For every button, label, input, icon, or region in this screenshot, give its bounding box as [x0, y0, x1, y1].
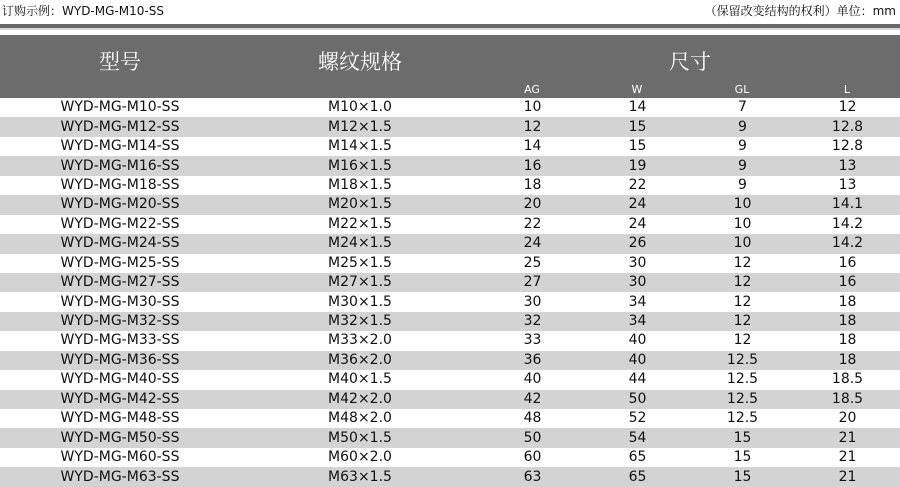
cell-ag: 60: [480, 448, 585, 467]
cell-ag: 12: [480, 117, 585, 136]
unit-note-text: （保留改变结构的权利）单位：mm: [704, 4, 896, 18]
table-row: [0, 390, 900, 409]
cell-w: 19: [585, 156, 690, 175]
cell-model: WYD-MG-M12-SS: [0, 117, 240, 136]
cell-thread: M33×2.0: [240, 331, 480, 350]
cell-thread: M12×1.5: [240, 117, 480, 136]
cell-gl: 9: [690, 117, 795, 136]
cell-ag: 32: [480, 312, 585, 331]
cell-ag: 40: [480, 370, 585, 389]
cell-gl: 15: [690, 428, 795, 447]
cell-ag: 48: [480, 409, 585, 428]
cell-thread: M60×2.0: [240, 448, 480, 467]
table-row: [0, 195, 900, 214]
table-row: [0, 254, 900, 273]
cell-thread: M40×1.5: [240, 370, 480, 389]
cell-gl: 12: [690, 331, 795, 350]
table-row: [0, 428, 900, 447]
cell-w: 65: [585, 467, 690, 486]
cell-model: WYD-MG-M32-SS: [0, 312, 240, 331]
cell-thread: M16×1.5: [240, 156, 480, 175]
cell-w: 22: [585, 176, 690, 195]
cell-gl: 9: [690, 156, 795, 175]
cell-model: WYD-MG-M50-SS: [0, 428, 240, 447]
cell-w: 34: [585, 292, 690, 311]
cell-w: 15: [585, 117, 690, 136]
cell-l: 18: [795, 292, 900, 311]
cell-w: 54: [585, 428, 690, 447]
cell-gl: 12.5: [690, 390, 795, 409]
cell-l: 13: [795, 176, 900, 195]
cell-gl: 15: [690, 467, 795, 486]
cell-gl: 15: [690, 448, 795, 467]
table-row: [0, 215, 900, 234]
table-row: [0, 351, 900, 370]
cell-ag: 63: [480, 467, 585, 486]
cell-thread: M30×1.5: [240, 292, 480, 311]
table-row: [0, 176, 900, 195]
cell-l: 14.1: [795, 195, 900, 214]
cell-model: WYD-MG-M22-SS: [0, 215, 240, 234]
cell-model: WYD-MG-M25-SS: [0, 254, 240, 273]
table-row: [0, 467, 900, 486]
cell-l: 20: [795, 409, 900, 428]
cell-w: 30: [585, 254, 690, 273]
cell-thread: M20×1.5: [240, 195, 480, 214]
table-row: [0, 234, 900, 253]
cell-model: WYD-MG-M36-SS: [0, 351, 240, 370]
cell-l: 18.5: [795, 390, 900, 409]
cell-ag: 25: [480, 254, 585, 273]
cell-ag: 24: [480, 234, 585, 253]
table-header: [0, 35, 900, 98]
cell-l: 16: [795, 273, 900, 292]
table-row: [0, 273, 900, 292]
table-row: [0, 117, 900, 136]
cell-model: WYD-MG-M63-SS: [0, 467, 240, 486]
cell-w: 26: [585, 234, 690, 253]
cell-thread: M14×1.5: [240, 137, 480, 156]
cell-w: 30: [585, 273, 690, 292]
cell-w: 65: [585, 448, 690, 467]
cell-l: 14.2: [795, 234, 900, 253]
table-row: [0, 98, 900, 117]
cell-l: 18: [795, 312, 900, 331]
cell-thread: M42×2.0: [240, 390, 480, 409]
cell-ag: 20: [480, 195, 585, 214]
header-gl: GL: [734, 83, 750, 96]
cell-w: 40: [585, 331, 690, 350]
header-thread-spec: 螺纹规格: [318, 50, 402, 74]
cell-thread: M22×1.5: [240, 215, 480, 234]
cell-model: WYD-MG-M40-SS: [0, 370, 240, 389]
cell-model: WYD-MG-M18-SS: [0, 176, 240, 195]
cell-l: 18.5: [795, 370, 900, 389]
cell-gl: 7: [690, 98, 795, 117]
spec-table: [0, 98, 900, 487]
top-bar: [0, 0, 900, 22]
cell-thread: M50×1.5: [240, 428, 480, 447]
cell-model: WYD-MG-M42-SS: [0, 390, 240, 409]
table-row: [0, 312, 900, 331]
cell-l: 21: [795, 448, 900, 467]
cell-w: 50: [585, 390, 690, 409]
cell-ag: 33: [480, 331, 585, 350]
cell-gl: 12: [690, 273, 795, 292]
cell-ag: 30: [480, 292, 585, 311]
cell-ag: 50: [480, 428, 585, 447]
cell-model: WYD-MG-M60-SS: [0, 448, 240, 467]
header-dimensions: 尺寸: [669, 50, 711, 74]
cell-ag: 16: [480, 156, 585, 175]
table-row: [0, 409, 900, 428]
cell-l: 18: [795, 331, 900, 350]
cell-model: WYD-MG-M30-SS: [0, 292, 240, 311]
cell-w: 34: [585, 312, 690, 331]
table-row: [0, 156, 900, 175]
cell-ag: 14: [480, 137, 585, 156]
cell-gl: 10: [690, 195, 795, 214]
cell-l: 21: [795, 467, 900, 486]
cell-gl: 12.5: [690, 351, 795, 370]
table-row: [0, 137, 900, 156]
cell-thread: M10×1.0: [240, 98, 480, 117]
table-row: [0, 331, 900, 350]
header-model: 型号: [99, 50, 141, 74]
cell-model: WYD-MG-M20-SS: [0, 195, 240, 214]
cell-ag: 10: [480, 98, 585, 117]
cell-thread: M63×1.5: [240, 467, 480, 486]
cell-ag: 42: [480, 390, 585, 409]
header-w: W: [631, 83, 643, 96]
cell-gl: 12.5: [690, 409, 795, 428]
header-l: L: [843, 83, 851, 96]
cell-l: 18: [795, 351, 900, 370]
cell-l: 14.2: [795, 215, 900, 234]
table-row: [0, 370, 900, 389]
cell-l: 21: [795, 428, 900, 447]
cell-thread: M24×1.5: [240, 234, 480, 253]
cell-l: 12: [795, 98, 900, 117]
cell-model: WYD-MG-M33-SS: [0, 331, 240, 350]
cell-thread: M27×1.5: [240, 273, 480, 292]
cell-model: WYD-MG-M24-SS: [0, 234, 240, 253]
cell-ag: 27: [480, 273, 585, 292]
cell-gl: 10: [690, 234, 795, 253]
divider-light: [0, 28, 900, 30]
cell-l: 12.8: [795, 137, 900, 156]
header-ag: AG: [524, 83, 540, 96]
cell-gl: 9: [690, 137, 795, 156]
cell-gl: 12.5: [690, 370, 795, 389]
table-row: [0, 448, 900, 467]
cell-gl: 9: [690, 176, 795, 195]
cell-model: WYD-MG-M14-SS: [0, 137, 240, 156]
cell-w: 24: [585, 195, 690, 214]
cell-ag: 22: [480, 215, 585, 234]
cell-w: 40: [585, 351, 690, 370]
cell-l: 13: [795, 156, 900, 175]
cell-w: 44: [585, 370, 690, 389]
cell-w: 14: [585, 98, 690, 117]
cell-gl: 12: [690, 254, 795, 273]
cell-w: 24: [585, 215, 690, 234]
cell-ag: 36: [480, 351, 585, 370]
table-row: [0, 292, 900, 311]
cell-ag: 18: [480, 176, 585, 195]
cell-w: 15: [585, 137, 690, 156]
cell-gl: 12: [690, 292, 795, 311]
cell-thread: M25×1.5: [240, 254, 480, 273]
cell-model: WYD-MG-M16-SS: [0, 156, 240, 175]
cell-gl: 12: [690, 312, 795, 331]
cell-thread: M18×1.5: [240, 176, 480, 195]
order-example-text: 订购示例：WYD-MG-M10-SS: [2, 4, 164, 18]
cell-l: 16: [795, 254, 900, 273]
cell-thread: M48×2.0: [240, 409, 480, 428]
cell-model: WYD-MG-M10-SS: [0, 98, 240, 117]
cell-thread: M36×2.0: [240, 351, 480, 370]
cell-model: WYD-MG-M48-SS: [0, 409, 240, 428]
cell-w: 52: [585, 409, 690, 428]
cell-gl: 10: [690, 215, 795, 234]
cell-l: 12.8: [795, 117, 900, 136]
cell-thread: M32×1.5: [240, 312, 480, 331]
cell-model: WYD-MG-M27-SS: [0, 273, 240, 292]
